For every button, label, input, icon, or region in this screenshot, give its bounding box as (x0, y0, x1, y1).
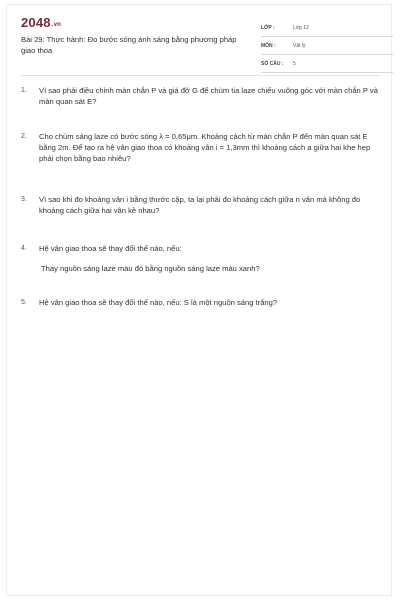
question-number: 5. (21, 299, 27, 306)
question-count-label: SỐ CÂU : (261, 61, 284, 67)
header-divider (21, 75, 381, 76)
worksheet-meta (261, 19, 393, 73)
site-logo[interactable] (21, 15, 61, 30)
worksheet-page (6, 4, 392, 596)
question-text: Cho chùm sáng laze có bước sóng λ = 0,65μm. Khoảng cách từ màn chắn P đến màn quan sát E bằng 2m. Để tạo ra hệ vân giao thoa có khoảng vân i = 1,3mm thì khoảng cách a giữa hai khe hẹp phải chọn bằng bao nhiêu? (39, 132, 371, 163)
meta-row-class (261, 19, 393, 37)
class-value: Lớp 12 (293, 25, 309, 31)
subject-value: Vật lý (293, 43, 306, 49)
question-text: Vì sao phải điều chỉnh màn chắn P và giá đỡ G để chùm tia laze chiếu vuông góc với màn chắn P và màn quan sát E? (39, 86, 378, 106)
subject-label: MÔN : (261, 43, 276, 49)
question-count-value: 5 (293, 61, 296, 67)
question-number: 3. (21, 196, 27, 203)
question-number: 4. (21, 245, 27, 252)
question-item (21, 194, 381, 218)
question-number: 2. (21, 133, 27, 140)
question-text: Hệ vân giao thoa sẽ thay đổi thế nào, nếu: S là một nguồn sáng trắng? (39, 298, 278, 307)
question-item (21, 297, 381, 309)
question-item (21, 243, 381, 283)
question-text: Hệ vân giao thoa sẽ thay đổi thế nào, nếu: (39, 244, 182, 253)
question-number: 1. (21, 87, 27, 94)
class-label: LỚP : (261, 25, 275, 31)
question-item (21, 85, 381, 109)
question-item (21, 131, 381, 167)
lesson-title: Bài 29: Thực hành: Đo bước sóng ánh sáng bằng phương pháp giao thoa (21, 35, 237, 55)
question-subtext: Thay nguồn sáng laze màu đỏ bằng nguồn sáng laze màu xanh? (41, 264, 260, 273)
meta-row-count (261, 55, 393, 73)
logo-suffix: .vn (51, 22, 62, 28)
logo-brand: 2048 (21, 15, 51, 30)
question-text: Vì sao khi đo khoảng vân i bằng thước cặp, ta lại phải đo khoảng cách giữa n vân mà không đo khoảng cách giữa hai vân kề nhau? (39, 195, 361, 215)
worksheet-header (21, 15, 381, 75)
meta-row-subject (261, 37, 393, 55)
